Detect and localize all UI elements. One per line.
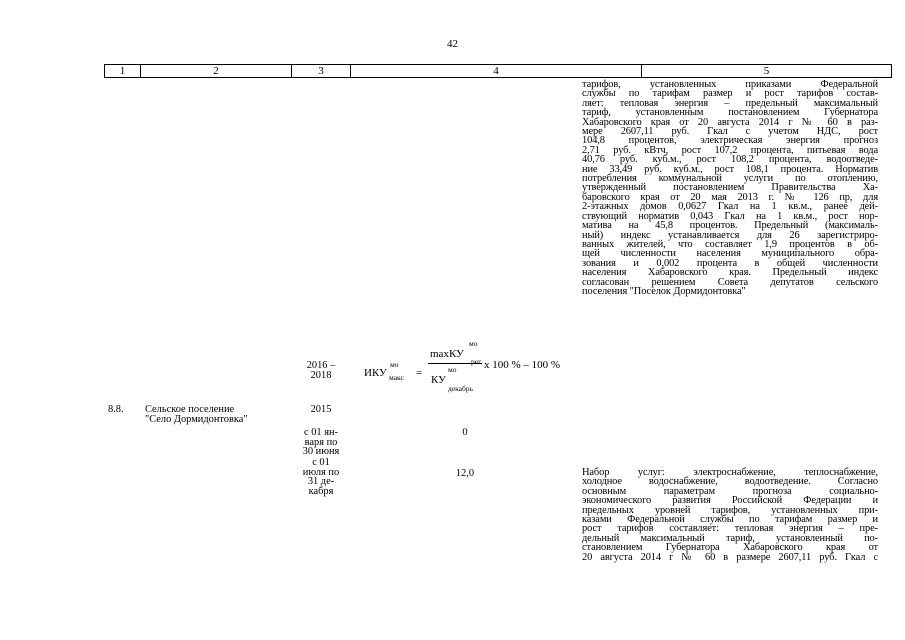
page-number: 42: [447, 38, 458, 50]
row-name-line2: "Село Дормидонтовка": [145, 413, 248, 425]
text-line: тариф, установленным постановлением Губернатора: [582, 107, 878, 119]
text-line: предельных уровней тарифов, установленных при-: [582, 504, 878, 516]
text-line: 104,8 процентов, электрическая энергия прогноз: [582, 135, 878, 147]
text-line: экономического развития Российской Федерации и: [582, 495, 878, 507]
col-header-4: 4: [351, 65, 642, 78]
formula-equals: =: [416, 367, 423, 379]
row-name-line1: Сельское поселение: [145, 404, 235, 415]
column-header-table: [104, 64, 892, 78]
period-second-half: с 01 июля по 31 де- кабря: [302, 457, 340, 497]
text-line: дельный максимальный тариф, установленный по-: [582, 532, 878, 544]
column5-text-top: [582, 80, 878, 296]
text-line: согласован решением Совета депутатов сельского: [582, 276, 878, 288]
value-second-half: 12,0: [455, 468, 475, 479]
text-line: ляет: тепловая энергия – предельный максимальный: [582, 97, 878, 109]
formula-lhs-sup: мо: [390, 360, 399, 369]
text-line: щей численности населения муниципального обра-: [582, 248, 878, 260]
text-line: Набор услуг: электроснабжение, теплоснабжение,: [582, 467, 878, 478]
text-line: утвержденный постановлением Правительства Ха-: [582, 182, 878, 194]
text-line: ный) индекс устанавливается для 26 зарегистриро-: [582, 229, 878, 241]
text-line: поселения "Поселок Дормидонтовка": [582, 285, 746, 297]
text-line: службы по тарифам размер и рост тарифов состав-: [582, 88, 878, 100]
row-name: [145, 405, 295, 424]
column5-text-bottom: [582, 468, 878, 562]
formula-lhs-sub: макс: [389, 373, 404, 382]
text-line: 20 августа 2014 г № 60 в размере 2607,11 руб. Гкал с: [582, 551, 878, 563]
formula-tail: x 100 % – 100 %: [484, 359, 561, 371]
text-line: становлением Губернатора Хабаровского края от: [582, 542, 878, 554]
formula-numerator: maxКУ: [430, 348, 464, 360]
col-header-2: 2: [141, 65, 292, 78]
period-first-half: с 01 ян- варя по 30 июня: [302, 427, 340, 458]
value-first-half: 0: [462, 427, 468, 438]
col-header-3: 3: [292, 65, 351, 78]
formula-den-sup: мо: [448, 365, 457, 374]
text-line: ванных жителей, что составляет 1,9 процентов в об-: [582, 238, 878, 250]
text-line: казами Федеральной службы по тарифам размер и: [582, 514, 878, 526]
formula-den-sub: декабрь: [448, 384, 473, 393]
text-line: мере 2607,11 руб. Гкал с учетом НДС, рост: [582, 126, 878, 138]
fraction-bar: [428, 363, 482, 364]
text-line: 40,76 руб. куб.м., рост 108,2 процента, водоотведе-: [582, 154, 878, 166]
text-line: матива на 45,8 процентов. Предельный (максималь-: [582, 220, 878, 232]
text-line: баровского края от 20 мая 2013 г. № 126 пр, для: [582, 191, 878, 203]
formula-lhs: ИКУ: [364, 367, 387, 379]
formula-num-sub: рег: [471, 357, 482, 366]
text-line: зования и 0,002 процента в общей численности: [582, 257, 878, 269]
formula-denominator: КУ: [431, 374, 446, 386]
formula: [360, 340, 590, 398]
text-line: основным параметрам прогноза социально-: [582, 485, 878, 497]
formula-num-sup: мо: [469, 339, 478, 348]
text-line: тарифов, установленных приказами Федеральной: [582, 79, 878, 90]
text-line: холодное водоснабжение, водоотведение. Согласно: [582, 476, 878, 488]
text-line: ствующий норматив 0,043 Гкал на 1 кв.м., рост нор-: [582, 210, 878, 222]
text-line: потребления коммунальной услуги по отоплению,: [582, 173, 878, 185]
text-line: 2-этажных домов 0,0627 Гкал на 1 кв.м., ранее дей-: [582, 201, 878, 213]
text-line: 2,71 руб. кВтч, рост 107,2 процента, питьевая вода: [582, 144, 878, 156]
text-line: рост тарифов составляет: тепловая энергия – пре-: [582, 523, 878, 535]
row-number: 8.8.: [108, 404, 124, 415]
text-line: ние 33,49 руб. куб.м., рост 108,1 процента. Норматив: [582, 163, 878, 175]
row-year: 2015: [310, 404, 332, 415]
text-line: Хабаровского края от 20 августа 2014 г № 60 в раз-: [582, 116, 878, 128]
text-line: населения Хабаровского края. Предельный индекс: [582, 267, 878, 279]
col-header-5: 5: [642, 65, 892, 78]
formula-years: 2016 – 2018: [306, 360, 336, 381]
col-header-1: 1: [105, 65, 141, 78]
